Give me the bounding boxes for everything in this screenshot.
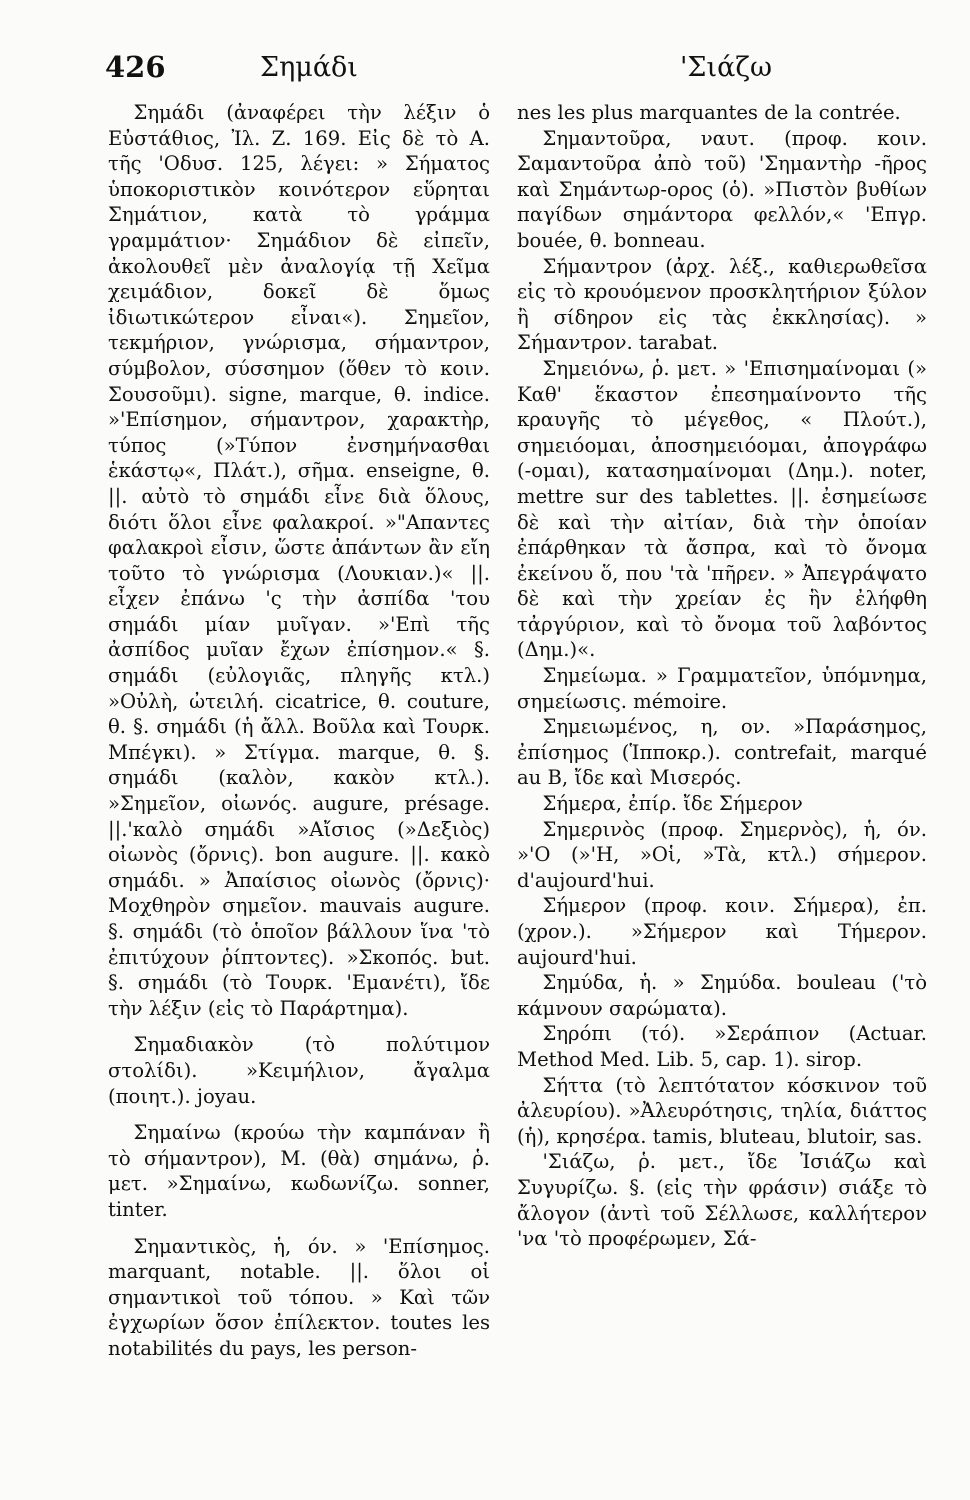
right-column (517, 100, 927, 1252)
right-headword: 'Σιάζω (680, 52, 772, 83)
entry-simaino: Σημαίνω (κρούω τὴν καμπάναν ἢ τὸ σήμαντρον), Μ. (θὰ) σημάνω, ῥ. μετ. »Σημαίνω, κωδωνίζω. sonner, tinter. (108, 1121, 490, 1221)
entry-siazo: 'Σιάζω, ῥ. μετ., ἴδε Ἰσιάζω καὶ Συγυρίζω. §. (εἰς τὴν φράσιν) σιάξε τὸ ἄλογον (ἀντὶ τοῦ Σέλλωσε, καλλήτερον 'να 'τὸ προφέρωμεν, Σά- (517, 1150, 927, 1251)
entry-continuation: nes les plus marquantes de la contrée. (517, 101, 901, 124)
running-header (105, 50, 795, 94)
entry-sitta: Σήττα (τὸ λεπτότατον κόσκινον τοῦ ἀλευρίου). »Ἀλευρότησις, τηλία, διάττος (ἡ), κρησέρα. tamis, bluteau, blutoir, sas. (517, 1073, 927, 1148)
entry-simadiakon: Σημαδιακὸν (τὸ πολύτιμον στολίδι). »Κειμήλιον, ἄγαλμα (ποιητ.). joyau. (108, 1033, 490, 1108)
entry-simantikos: Σημαντικὸς, ἡ, όν. » 'Επίσημος. marquant, notable. ||. ὅλοι οἱ σημαντικοὶ τοῦ τόπου. » Καὶ τῶν ἐγχωρίων ὅσον ἐπίλεκτον. toutes les notabilités du pays, les person- (108, 1234, 490, 1360)
left-headword: Σημάδι (260, 52, 358, 83)
left-column (108, 100, 490, 1362)
entry-simeioma: Σημείωμα. » Γραμματεῖον, ὑπόμνημα, σημείωσις. mémoire. (517, 664, 927, 713)
entry-simerinos: Σημερινὸς (προφ. Σημερνὸς), ἡ, όν. »'Ο (»'Η, »Οἱ, »Τὰ, κτλ.) σήμερον. d'aujourd'hui. (517, 817, 927, 892)
entry-simadi: Σημάδι (ἀναφέρει τὴν λέξιν ὁ Εὐστάθιος, Ἰλ. Ζ. 169. Εἰς δὲ τὸ Α. τῆς 'Οδυσ. 125, λέγει: » Σήματος ὑποκοριστικὸν κοινότερον εὕρηται Σημάτιον, κατὰ τὸ γράμμα γραμμάτιον· Σημάδιον δὲ εἰπεῖν, ἀκολουθεῖ μὲν ἀναλογίᾳ τῇ Χεῖμα χειμάδιον, δοκεῖ δὲ ὅμως ἰδιωτικώτερον εἶναι«). Σημεῖον, τεκμήριον, γνώρισμα, σήμαντρον, σύμβολον, σύσσημον (ὅθεν τὸ κοιν. Σουσοῦμι). signe, marque, θ. indice. »'Επίσημον, σήμαντρον, χαρακτὴρ, τύπος (»Τύπον ἐνσημήνασθαι ἑκάστῳ«, Πλάτ.), σῆμα. enseigne, θ. ||. αὐτὸ τὸ σημάδι εἶνε διὰ ὅλους, διότι ὅλοι εἶνε φαλακροί. »"Απαντες φαλακροὶ εἶσιν, ὥστε ἁπάντων ἂν εἴη τοῦτο τὸ γνώρισμα (Λουκιαν.)« ||. εἶχεν ἐπάνω 'ς τὴν ἀσπίδα 'του σημάδι μίαν μυῖγαν. »'Επὶ τῆς ἀσπίδος μυῖαν ἔχων ἐπίσημον.« §. σημάδι (εὐλογιᾶς, πληγῆς κτλ.) »Οὐλὴ, ὠτειλή. cicatrice, θ. couture, θ. §. σημάδι (ἡ ἄλλ. Βοῦλα καὶ Τουρκ. Μπέγκι). » Στίγμα. marque, θ. §. σημάδι (καλὸν, κακὸν κτλ.). »Σημεῖον, οἰωνός. augure, présage. ||.'καλὸ σημάδι »Αἴσιος (»Δεξιὸς) οἰωνὸς (ὄρνις). bon augure. ||. κακὸ σημάδι. » Ἀπαίσιος οἰωνὸς (ὄρνις)· Μοχθηρὸν σημεῖον. mauvais augure. §. σημάδι (τὸ ὁποῖον βάλλουν ἵνα 'τὸ ἐπιτύχουν ῥίπτοντες). »Σκοπός. but. §. σημάδι (τὸ Τουρκ. 'Εμανέτι), ἴδε τὴν λέξιν (εἰς τὸ Παράρτημα). (108, 101, 490, 1020)
entry-simeiono: Σημειόνω, ῥ. μετ. » 'Επισημαίνομαι (» Καθ' ἕκαστον ἐπεσημαίνοντο τῆς κραυγῆς τὸ μέγεθος, « Πλούτ.), σημειόομαι, ἀποσημειόομαι, ἀπογράφω (-ομαι), κατασημαίνομαι (Δημ.). noter, mettre sur des tablettes. ||. ἐσημείωσε δὲ καὶ τὴν αἰτίαν, διὰ τὴν ὁποίαν ἐπάρθηκαν τὰ ἄσπρα, καὶ τὸ ὄνομα ἐκείνου ὅ, που 'τὰ 'πῆρεν. » Ἀπεγράψατο δὲ καὶ τὴν χρείαν ἐς ἣν ἐλήφθη τἀργύριον, καὶ τὸ ὄνομα τοῦ λαβόντος (Δημ.)«. (517, 356, 927, 662)
entry-simantoura: Σημαντοῦρα, ναυτ. (προφ. κοιν. Σαμαντοῦρα ἀπὸ τοῦ) 'Σημαντὴρ -ῆρος καὶ Σημάντωρ-ορος (ὁ). »Πιστὸν βυθίων παγίδων σημάντορα φελλόν,« 'Επγρ. bouée, θ. bonneau. (517, 126, 927, 252)
entry-siropi: Σηρόπι (τό). »Σεράπιον (Actuar. Method Med. Lib. 5, cap. 1). sirop. (517, 1022, 927, 1071)
entry-simeiomenos: Σημειωμένος, η, ον. »Παράσημος, ἐπίσημος (Ἱπποκρ.). contrefait, marqué au B, ἴδε καὶ Μισερός. (517, 715, 927, 790)
entry-simyda: Σημύδα, ἡ. » Σημύδα. bouleau ('τὸ κάμνουν σαρώματα). (517, 971, 927, 1020)
entry-simeron: Σήμερον (προφ. κοιν. Σήμερα), ἐπ. (χρον.). »Σήμερον καὶ Τήμερον. aujourd'hui. (517, 894, 927, 969)
page-number: 426 (105, 50, 166, 84)
entry-simantron: Σήμαντρον (ἀρχ. λέξ., καθιερωθεῖσα εἰς τὸ κρουόμενον προσκλητήριον ξύλον ἢ σίδηρον εἰς τὰς ἐκκλησίας). » Σήμαντρον. tarabat. (517, 254, 927, 355)
entry-simera: Σήμερα, ἐπίρ. ἴδε Σήμερον (542, 792, 803, 816)
